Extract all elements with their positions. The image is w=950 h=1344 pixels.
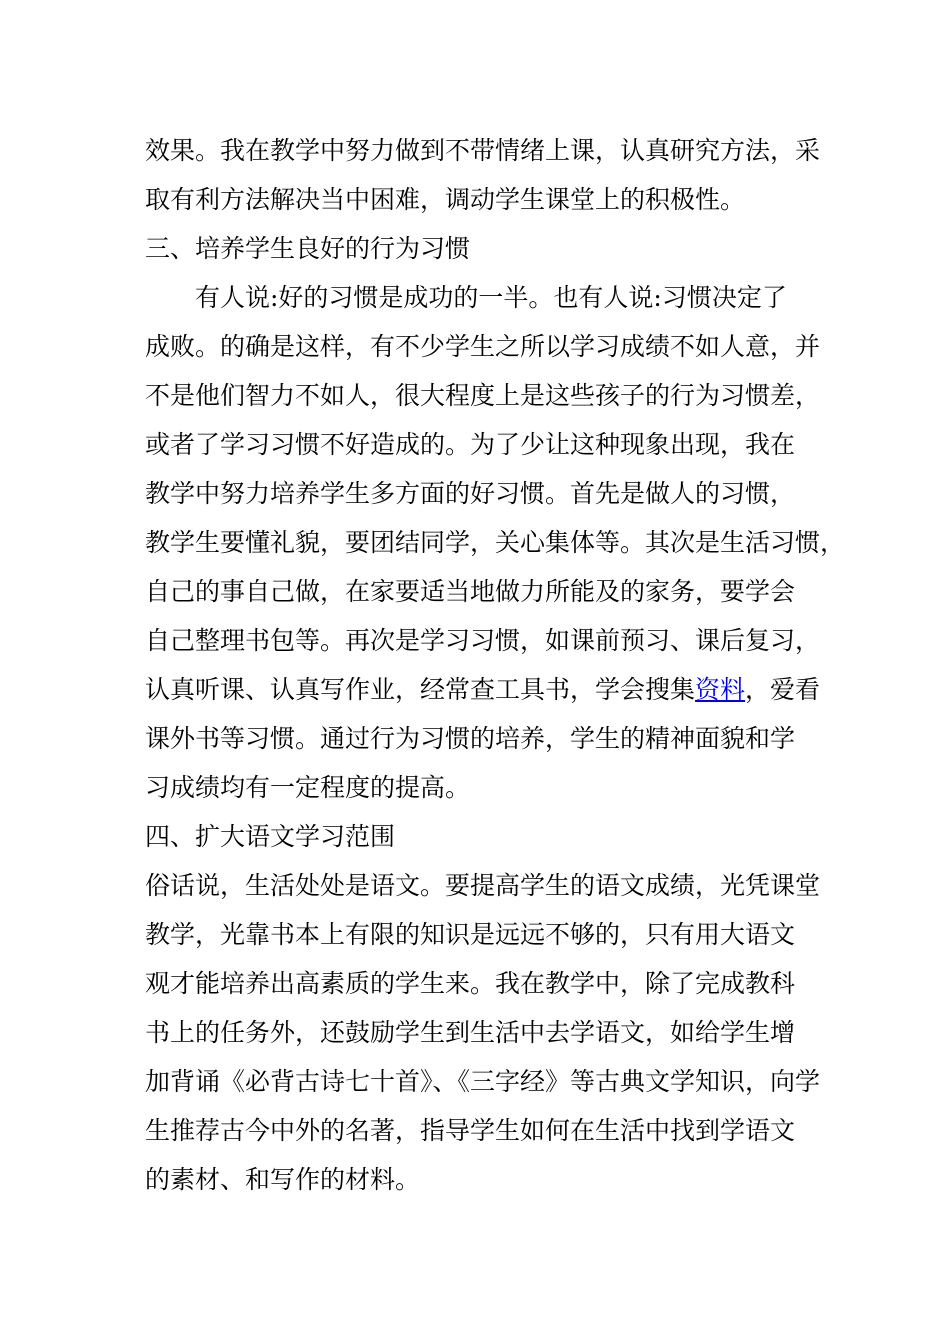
document-body — [145, 126, 846, 1204]
paragraph-line: 教学中努力培养学生多方面的好习惯。首先是做人的习惯， — [145, 479, 796, 508]
paragraph-line: 成败。的确是这样，有不少学生之所以学习成绩不如人意，并 — [145, 332, 821, 361]
paragraph-text: ，爱看 — [745, 675, 821, 704]
section-heading: 四、扩大语文学习范围 — [145, 822, 396, 851]
paragraph-line: 观才能培养出高素质的学生来。我在教学中，除了完成教科 — [145, 969, 796, 998]
paragraph-line: 习成绩均有一定程度的提高。 — [145, 773, 471, 802]
paragraph-line: 课外书等习惯。通过行为习惯的培养，学生的精神面貌和学 — [145, 724, 796, 753]
paragraph-line: 加背诵《必背古诗七十首》、《三字经》等古典文学知识，向学 — [145, 1067, 821, 1096]
paragraph-line: 有人说:好的习惯是成功的一半。也有人说:习惯决定了 — [195, 283, 787, 312]
paragraph-line: 生推荐古今中外的名著，指导学生如何在生活中找到学语文 — [145, 1116, 796, 1145]
paragraph-text: 认真听课、认真写作业，经常查工具书，学会搜集 — [145, 675, 696, 704]
paragraph-line: 书上的任务外，还鼓励学生到生活中去学语文，如给学生增 — [145, 1018, 796, 1047]
paragraph-line: 或者了学习习惯不好造成的。为了少让这种现象出现，我在 — [145, 430, 796, 459]
paragraph-line: 取有利方法解决当中困难，调动学生课堂上的积极性。 — [145, 185, 746, 214]
paragraph-line-with-link — [145, 665, 820, 714]
paragraph-line: 自己整理书包等。再次是学习习惯，如课前预习、课后复习， — [145, 626, 821, 655]
paragraph-line: 俗话说，生活处处是语文。要提高学生的语文成绩，光凭课堂 — [145, 871, 821, 900]
paragraph-line: 教学，光靠书本上有限的知识是远远不够的，只有用大语文 — [145, 920, 796, 949]
paragraph-line: 效果。我在教学中努力做到不带情绪上课，认真研究方法，采 — [145, 136, 821, 165]
section-heading: 三、培养学生良好的行为习惯 — [145, 234, 471, 263]
paragraph-line: 不是他们智力不如人，很大程度上是这些孩子的行为习惯差， — [145, 381, 821, 410]
paragraph-line: 的素材、和写作的材料。 — [145, 1165, 421, 1194]
paragraph-line: 教学生要懂礼貌，要团结同学，关心集体等。其次是生活习惯， — [145, 528, 846, 557]
paragraph-line: 自己的事自己做，在家要适当地做力所能及的家务，要学会 — [145, 577, 796, 606]
resource-link[interactable]: 资料 — [695, 675, 746, 704]
